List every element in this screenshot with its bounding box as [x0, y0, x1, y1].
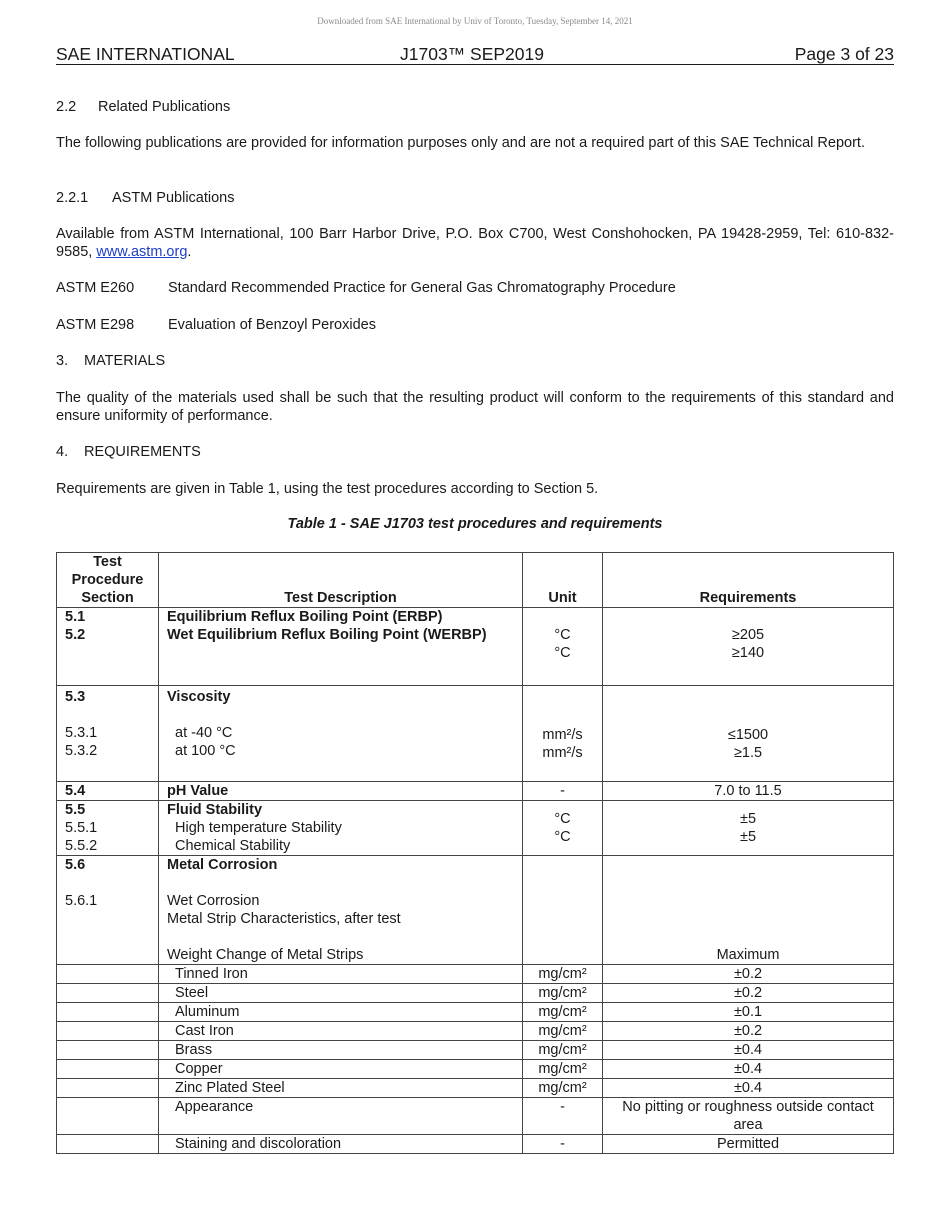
table-row [57, 965, 894, 984]
header-requirements: Requirements [603, 553, 894, 608]
section-cell [57, 1041, 159, 1060]
reference-item [56, 316, 894, 334]
table-header-row [57, 553, 894, 608]
table-row [57, 1060, 894, 1079]
unit-cell: mg/cm² [523, 1060, 603, 1079]
section-id: 5.5.2 [65, 838, 98, 854]
requirement-text: ±5 [739, 811, 757, 827]
section-id: 5.3 [65, 689, 86, 705]
section-cell [57, 856, 159, 965]
header-description: Test Description [159, 553, 523, 608]
section-cell [57, 1098, 159, 1135]
section-cell: 5.4 [57, 782, 159, 801]
table-row [57, 608, 894, 686]
section-id: 5.5 [65, 802, 86, 818]
unit-cell: mg/cm² [523, 984, 603, 1003]
requirement-cell: ±0.2 [603, 965, 894, 984]
unit-text: °C [554, 829, 571, 845]
table-row [57, 1022, 894, 1041]
requirement-text: ≤1500 [727, 727, 769, 743]
table-row [57, 1041, 894, 1060]
unit-cell: - [523, 1135, 603, 1154]
body-text-suffix: . [187, 244, 192, 260]
metal-name: Aluminum [175, 1004, 240, 1020]
requirement-text: ≥1.5 [733, 745, 763, 761]
requirement-cell: ±0.2 [603, 1022, 894, 1041]
header-org: SAE INTERNATIONAL [56, 44, 235, 64]
section-4-heading [56, 443, 894, 461]
description-cell [159, 1060, 523, 1079]
section-2-2-body: The following publications are provided for information purposes only and are not a required part of this SAE Technical Report. [56, 135, 865, 151]
section-cell [57, 1022, 159, 1041]
section-number: 4. [56, 444, 69, 460]
reference-code: ASTM E298 [56, 317, 135, 333]
description-cell [159, 984, 523, 1003]
description-cell [159, 1098, 523, 1135]
description-cell [159, 801, 523, 856]
section-id: 5.2 [65, 627, 86, 643]
requirement-cell: No pitting or roughness outside contact area [603, 1098, 894, 1135]
section-title: ASTM Publications [112, 190, 235, 206]
requirement-text: ≥140 [731, 645, 765, 661]
requirement-cell: 7.0 to 11.5 [603, 782, 894, 801]
requirement-cell: Maximum [603, 856, 894, 965]
unit-text: mm²/s [542, 727, 583, 743]
requirements-table [56, 552, 894, 1154]
requirement-text: ±5 [739, 829, 757, 845]
header-unit: Unit [523, 553, 603, 608]
section-cell [57, 1060, 159, 1079]
unit-text: °C [554, 627, 571, 643]
unit-cell [523, 686, 603, 782]
description-cell: pH Value [159, 782, 523, 801]
requirement-cell: ±0.4 [603, 1041, 894, 1060]
section-id: 5.5.1 [65, 820, 98, 836]
table-row [57, 686, 894, 782]
reference-code: ASTM E260 [56, 280, 135, 296]
unit-cell [523, 856, 603, 965]
astm-link[interactable]: www.astm.org [96, 244, 188, 260]
table-row [57, 856, 894, 965]
description-cell [159, 1135, 523, 1154]
section-id: 5.3.1 [65, 725, 98, 741]
requirement-text: ≥205 [731, 627, 765, 643]
description-text: Viscosity [167, 689, 231, 705]
description-text: at 100 °C [175, 743, 236, 759]
metal-name: Zinc Plated Steel [175, 1080, 285, 1096]
reference-title: Standard Recommended Practice for General Gas Chromatography Procedure [168, 280, 676, 296]
section-title: Related Publications [98, 99, 231, 115]
reference-item [56, 279, 894, 297]
section-title: REQUIREMENTS [84, 444, 201, 460]
table-caption: Table 1 - SAE J1703 test procedures and requirements [287, 516, 663, 532]
unit-cell: mg/cm² [523, 1003, 603, 1022]
unit-cell: mg/cm² [523, 965, 603, 984]
metal-name: Brass [175, 1042, 213, 1058]
section-id: 5.1 [65, 609, 86, 625]
unit-cell: mg/cm² [523, 1079, 603, 1098]
requirement-cell [603, 801, 894, 856]
section-2-2-1-body [56, 225, 894, 261]
description-cell [159, 965, 523, 984]
description-text: High temperature Stability [175, 820, 342, 836]
requirement-cell: ±0.1 [603, 1003, 894, 1022]
table-row [57, 782, 894, 801]
section-cell [57, 1003, 159, 1022]
unit-text: °C [554, 645, 571, 661]
header-doc-id: J1703™ SEP2019 [400, 44, 544, 64]
description-text: Wet Corrosion [167, 893, 260, 909]
requirement-cell: ±0.4 [603, 1060, 894, 1079]
table-row [57, 801, 894, 856]
unit-cell [523, 801, 603, 856]
description-text: Equilibrium Reflux Boiling Point (ERBP) [167, 609, 443, 625]
section-3-heading [56, 352, 894, 370]
section-cell [57, 801, 159, 856]
requirement-cell [603, 608, 894, 686]
requirement-cell: ±0.4 [603, 1079, 894, 1098]
unit-cell: mg/cm² [523, 1022, 603, 1041]
section-2-2-1-heading [56, 189, 894, 207]
metal-name: Tinned Iron [175, 966, 248, 982]
description-text: Fluid Stability [167, 802, 263, 818]
unit-text: mm²/s [542, 745, 583, 761]
section-id: 5.3.2 [65, 743, 98, 759]
table-row [57, 1135, 894, 1154]
body-text: Available from ASTM International, 100 Barr Harbor Drive, P.O. Box C700, West Conshohocken, PA 19428-2959, Tel: 610-832-9585, [56, 226, 894, 260]
section-2-2-heading [56, 98, 894, 116]
description-text: Chemical Stability [175, 838, 291, 854]
description-cell [159, 1022, 523, 1041]
description-text: Metal Strip Characteristics, after test [167, 911, 401, 927]
requirement-cell [603, 686, 894, 782]
section-cell [57, 984, 159, 1003]
requirement-cell: ±0.2 [603, 984, 894, 1003]
page-header [56, 44, 894, 65]
table-row [57, 1098, 894, 1135]
description-text: Metal Corrosion [167, 857, 278, 873]
unit-text: °C [554, 811, 571, 827]
description-text: Wet Equilibrium Reflux Boiling Point (WERBP) [167, 627, 487, 643]
description-text: at -40 °C [175, 725, 233, 741]
description-cell [159, 1079, 523, 1098]
metal-name: Copper [175, 1061, 223, 1077]
section-cell [57, 608, 159, 686]
unit-cell: - [523, 782, 603, 801]
unit-cell: - [523, 1098, 603, 1135]
section-number: 2.2 [56, 99, 77, 115]
section-3-body: The quality of the materials used shall be such that the resulting product will conform to the requirements of this standard and ensure uniformity of performance. [56, 390, 894, 424]
description-cell [159, 1003, 523, 1022]
section-cell [57, 965, 159, 984]
unit-cell [523, 608, 603, 686]
section-cell [57, 1079, 159, 1098]
description-cell [159, 608, 523, 686]
section-cell [57, 686, 159, 782]
section-number: 2.2.1 [56, 190, 89, 206]
download-banner: Downloaded from SAE International by Univ of Toronto, Tuesday, September 14, 2021 [317, 16, 633, 26]
section-id: 5.6 [65, 857, 86, 873]
staining-label: Staining and discoloration [175, 1136, 342, 1152]
metal-name: Cast Iron [175, 1023, 234, 1039]
description-text: Weight Change of Metal Strips [167, 947, 364, 963]
table-row [57, 984, 894, 1003]
unit-cell: mg/cm² [523, 1041, 603, 1060]
appearance-label: Appearance [175, 1099, 254, 1115]
section-4-body: Requirements are given in Table 1, using the test procedures according to Section 5. [56, 481, 599, 497]
description-cell [159, 686, 523, 782]
header-page-number: Page 3 of 23 [794, 44, 894, 64]
section-number: 3. [56, 353, 69, 369]
description-cell [159, 856, 523, 965]
table-row [57, 1003, 894, 1022]
requirement-cell: Permitted [603, 1135, 894, 1154]
header-section: Test Procedure Section [57, 553, 159, 608]
metal-name: Steel [175, 985, 209, 1001]
description-cell [159, 1041, 523, 1060]
section-id: 5.6.1 [65, 893, 98, 909]
table-row [57, 1079, 894, 1098]
reference-title: Evaluation of Benzoyl Peroxides [168, 317, 376, 333]
section-title: MATERIALS [84, 353, 166, 369]
section-cell [57, 1135, 159, 1154]
